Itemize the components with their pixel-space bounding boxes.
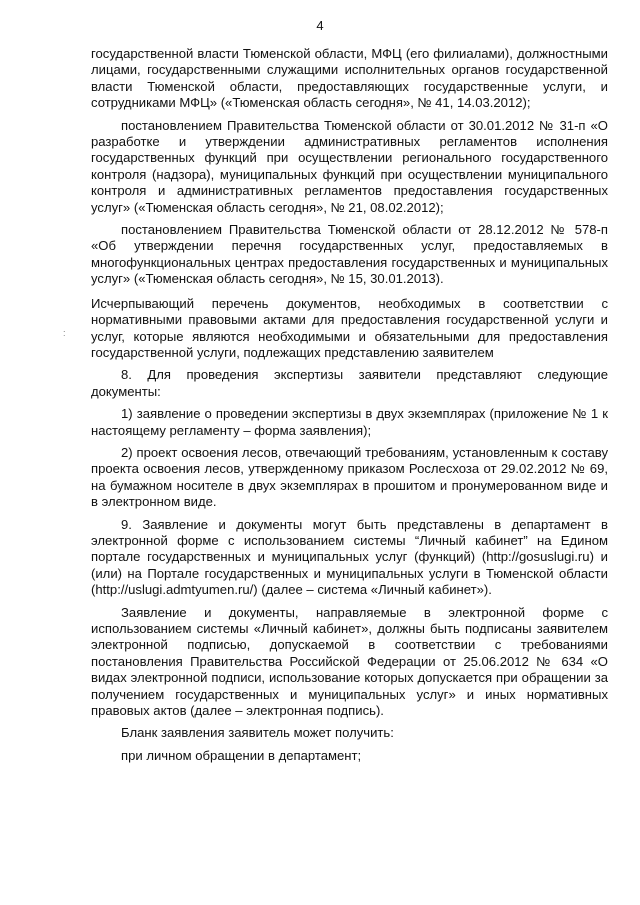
- paragraph-subitem-2: 2) проект освоения лесов, отвечающий требованиям, установленным к составу проекта освоения лесов, утвержденному приказом Рослесхоза от 29.02.2012 № 69, на бумажном носителе в двух экземплярах в прошитом и пронумерованном виде и в электронном виде.: [91, 444, 608, 510]
- paragraph-item-9: 9. Заявление и документы могут быть представлены в департамент в электронной форме с использованием системы “Личный кабинет” на Едином портале государственных и муниципальных услуг (функций) (http://gosuslugi.ru) и (или) на Портале государственных и муниципальных услуги в Тюменской области (http://uslugi.admtyumen.ru/) (далее – система «Личный кабинет»).: [91, 516, 608, 598]
- paragraph-resolution-578p: постановлением Правительства Тюменской области от 28.12.2012 № 578-п «Об утверждении перечня государственных услуг, предоставляемых в многофункциональных центрах предоставления государственных и муниципальных услуг» («Тюменская область сегодня», № 15, 30.01.2013).: [91, 222, 608, 287]
- paragraph-in-person: при личном обращении в департамент;: [121, 747, 362, 763]
- section-heading-documents: Исчерпывающий перечень документов, необходимых в соответствии с нормативными правовыми актами для предоставления государственной услуги и услуг, которые являются необходимыми и обязательными для предоставления государственной услуги, подлежащих представлению заявителем: [91, 295, 608, 360]
- paragraph-resolution-31p: постановлением Правительства Тюменской области от 30.01.2012 № 31-п «О разработке и утверждении административных регламентов исполнения государственных функций при осуществлении регионального государственного контроля (надзора), муниципальных функций при осуществлении муниципального контроля и административных регламентов предоставления государственных услуг» («Тюменская область сегодня», № 21, 08.02.2012);: [91, 117, 608, 215]
- margin-mark: :: [63, 328, 66, 338]
- page-number: 4: [316, 18, 324, 33]
- document-body: [91, 46, 608, 770]
- paragraph-form-obtain: Бланк заявления заявитель может получить:: [121, 725, 394, 741]
- paragraph-continuation: государственной власти Тюменской области, МФЦ (его филиалами), должностными лицами, государственными служащими исполнительных органов государственной власти Тюменской области, предоставляющих государственные услуги, и сотрудниками МФЦ» («Тюменская область сегодня», № 41, 14.03.2012);: [91, 46, 608, 111]
- paragraph-subitem-1: 1) заявление о проведении экспертизы в двух экземплярах (приложение № 1 к настоящему регламенту – форма заявления);: [91, 406, 608, 438]
- paragraph-item-8: 8. Для проведения экспертизы заявители представляют следующие документы:: [91, 367, 608, 399]
- paragraph-electronic-signature: Заявление и документы, направляемые в электронной форме с использованием системы «Личный кабинет», должны быть подписаны заявителем электронной подписью, допускаемой в соответствии с требованиями постановления Правительства Российской Федерации от 25.06.2012 № 634 «О видах электронной подписи, использование которых допускается при обращении за получением государственных и муниципальных услуг» и иных нормативных правовых актов (далее – электронная подпись).: [91, 604, 608, 719]
